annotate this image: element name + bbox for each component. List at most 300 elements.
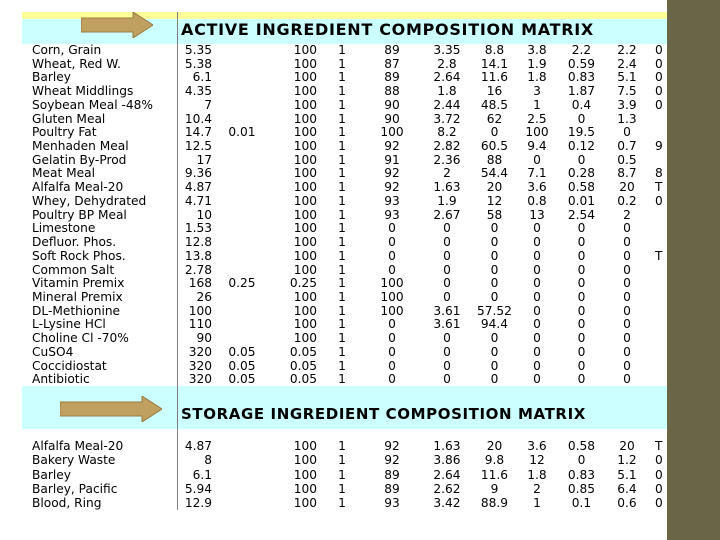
table-cell bbox=[217, 112, 267, 126]
table-cell: T bbox=[655, 439, 663, 453]
table-cell: 0 bbox=[533, 289, 541, 304]
table-cell: 5.38 bbox=[184, 56, 212, 71]
table-cell: 9 bbox=[655, 139, 663, 154]
table-cell: 1 bbox=[338, 43, 346, 57]
table-row bbox=[22, 180, 668, 194]
table-row bbox=[22, 290, 668, 304]
table-cell: 2.62 bbox=[433, 481, 461, 496]
table-cell: 0 bbox=[388, 372, 396, 387]
table-cell: 92 bbox=[384, 439, 400, 453]
table-cell: 1.63 bbox=[433, 180, 461, 195]
table-cell: 100 bbox=[293, 111, 317, 126]
table-cell: 100 bbox=[293, 152, 317, 167]
table-cell: 0 bbox=[655, 467, 663, 482]
table-cell bbox=[217, 290, 267, 304]
ingredient-name: Choline Cl -70% bbox=[32, 331, 129, 346]
table-cell: 48.5 bbox=[480, 97, 509, 112]
table-cell bbox=[217, 180, 267, 194]
table-cell: 8.7 bbox=[617, 166, 637, 181]
table-cell: 0 bbox=[533, 317, 541, 332]
table-cell: 0 bbox=[655, 56, 663, 71]
table-cell: 0 bbox=[623, 221, 631, 236]
table-cell: 0 bbox=[655, 481, 663, 496]
table-cell: 12.9 bbox=[184, 496, 212, 510]
table-cell: 13.8 bbox=[184, 248, 212, 263]
table-cell: 0 bbox=[388, 344, 396, 359]
table-cell: 90 bbox=[196, 331, 212, 346]
table-cell: 1 bbox=[338, 180, 346, 195]
table-cell: 0 bbox=[655, 97, 663, 112]
ingredient-name: Meat Meal bbox=[32, 166, 96, 181]
table-cell: T bbox=[655, 248, 663, 263]
table-cell: 3.6 bbox=[527, 439, 547, 453]
table-cell: 2.36 bbox=[433, 152, 461, 167]
table-cell: 2.44 bbox=[433, 97, 461, 112]
table-cell: 0 bbox=[533, 331, 541, 346]
table-cell: 0 bbox=[577, 221, 586, 236]
active-matrix-title: ACTIVE INGREDIENT COMPOSITION MATRIX bbox=[181, 20, 594, 39]
table-cell: 0 bbox=[577, 344, 586, 359]
table-row bbox=[22, 496, 668, 510]
table-cell: 2.4 bbox=[617, 56, 637, 71]
table-cell: 93 bbox=[384, 207, 400, 222]
table-cell bbox=[217, 496, 267, 510]
table-cell: 3.9 bbox=[617, 97, 637, 112]
table-cell: 9.36 bbox=[184, 166, 212, 181]
table-cell: 100 bbox=[293, 317, 317, 332]
ingredient-name: Coccidiostat bbox=[32, 358, 107, 373]
table-cell: 4.71 bbox=[184, 193, 212, 208]
table-cell bbox=[217, 304, 267, 318]
table-cell: 0 bbox=[443, 344, 451, 359]
table-cell: 1 bbox=[338, 56, 346, 71]
table-cell: 2.82 bbox=[433, 139, 461, 154]
table-cell: 7.5 bbox=[617, 84, 637, 99]
table-cell: 0 bbox=[533, 221, 541, 236]
table-cell: 0.1 bbox=[571, 496, 592, 510]
table-cell: 3.72 bbox=[433, 111, 461, 126]
table-cell: 0 bbox=[443, 235, 451, 250]
table-cell bbox=[217, 468, 267, 482]
table-cell: 0.05 bbox=[289, 344, 317, 359]
table-cell: 0 bbox=[655, 43, 663, 57]
table-cell: 0 bbox=[443, 221, 451, 236]
table-cell: 320 bbox=[188, 358, 212, 373]
table-cell: 168 bbox=[188, 276, 212, 291]
table-cell: 1 bbox=[338, 248, 346, 263]
table-cell: 1 bbox=[338, 166, 346, 181]
table-cell: 100 bbox=[293, 125, 317, 140]
table-cell: 89 bbox=[384, 467, 400, 482]
table-cell: 92 bbox=[384, 453, 400, 468]
table-row bbox=[22, 331, 668, 345]
table-cell: 100 bbox=[293, 289, 317, 304]
table-cell: 100 bbox=[293, 439, 317, 453]
table-cell: 1 bbox=[338, 235, 346, 250]
table-row bbox=[22, 439, 668, 453]
ingredient-name: Corn, Grain bbox=[32, 43, 102, 57]
table-cell: 100 bbox=[293, 56, 317, 71]
table-cell bbox=[217, 439, 267, 453]
table-cell: 4.35 bbox=[184, 84, 212, 99]
table-cell: 0 bbox=[577, 262, 586, 277]
table-cell bbox=[217, 249, 267, 263]
table-cell: 5.1 bbox=[617, 70, 637, 85]
table-cell: 1 bbox=[338, 125, 346, 140]
table-cell: 88 bbox=[486, 152, 503, 167]
table-cell: 2.5 bbox=[527, 111, 547, 126]
table-cell: 12 bbox=[529, 453, 545, 468]
table-cell: 58 bbox=[486, 207, 503, 222]
table-cell: 92 bbox=[384, 180, 400, 195]
table-cell: 7.1 bbox=[527, 166, 547, 181]
table-cell: 8 bbox=[204, 453, 212, 468]
table-cell: 17 bbox=[196, 152, 212, 167]
table-cell: 0 bbox=[577, 289, 586, 304]
ingredient-name: Soybean Meal -48% bbox=[32, 97, 153, 112]
table-cell: 0 bbox=[490, 125, 499, 140]
table-cell: 0 bbox=[388, 221, 396, 236]
spacer-row bbox=[22, 386, 668, 396]
table-cell: 0.4 bbox=[571, 97, 592, 112]
table-cell: 13 bbox=[529, 207, 545, 222]
table-row bbox=[22, 304, 668, 318]
table-cell: 100 bbox=[293, 221, 317, 236]
table-cell: 89 bbox=[384, 481, 400, 496]
table-cell: 1.3 bbox=[617, 111, 637, 126]
table-cell: 0 bbox=[443, 289, 451, 304]
table-cell bbox=[217, 221, 267, 235]
table-cell bbox=[217, 139, 267, 153]
table-cell: 0 bbox=[623, 289, 631, 304]
table-cell: 100 bbox=[293, 331, 317, 346]
table-cell: 1 bbox=[338, 358, 346, 373]
table-row bbox=[22, 153, 668, 167]
table-cell: 3.42 bbox=[433, 496, 461, 510]
table-cell: 100 bbox=[293, 180, 317, 195]
table-cell: 0.8 bbox=[527, 193, 547, 208]
table-row bbox=[22, 482, 668, 496]
table-cell: 100 bbox=[293, 481, 317, 496]
table-cell: 93 bbox=[384, 193, 400, 208]
table-cell: 0.25 bbox=[228, 276, 256, 291]
table-cell: 1 bbox=[338, 276, 346, 291]
table-cell: 88.9 bbox=[480, 496, 509, 510]
table-cell: 90 bbox=[384, 111, 400, 126]
table-cell: 11.6 bbox=[480, 467, 509, 482]
table-cell: 6.1 bbox=[192, 467, 212, 482]
table-cell: 100 bbox=[293, 70, 317, 85]
table-cell: 1 bbox=[338, 139, 346, 154]
table-cell: 0 bbox=[577, 331, 586, 346]
table-cell: 9.8 bbox=[484, 453, 505, 468]
table-cell: 1 bbox=[338, 152, 346, 167]
table-cell: 1 bbox=[338, 317, 346, 332]
ingredient-name: Gelatin By-Prod bbox=[32, 152, 127, 167]
ingredient-name: Barley bbox=[32, 467, 71, 482]
table-cell: 88 bbox=[384, 84, 400, 99]
table-cell: 89 bbox=[384, 70, 400, 85]
table-cell: 1.8 bbox=[527, 70, 547, 85]
table-cell: 0 bbox=[443, 331, 451, 346]
table-cell: 0 bbox=[388, 331, 396, 346]
ingredient-name: Soft Rock Phos. bbox=[32, 248, 126, 263]
table-cell bbox=[217, 166, 267, 180]
table-cell: 14.7 bbox=[184, 125, 212, 140]
table-cell: 5.35 bbox=[184, 43, 212, 57]
ingredient-name: Defluor. Phos. bbox=[32, 235, 117, 250]
table-cell: 100 bbox=[293, 262, 317, 277]
table-cell: 0 bbox=[533, 262, 541, 277]
ingredient-name: Antibiotic bbox=[32, 372, 90, 387]
ingredient-name: L-Lysine HCl bbox=[32, 317, 106, 332]
table-cell: 2.8 bbox=[437, 56, 457, 71]
table-cell: 0.58 bbox=[567, 439, 596, 453]
table-cell: 0 bbox=[577, 248, 586, 263]
table-cell: 1 bbox=[338, 481, 346, 496]
table-cell: 20 bbox=[619, 439, 635, 453]
table-cell: 2 bbox=[533, 481, 541, 496]
table-cell: 12.8 bbox=[184, 235, 212, 250]
table-cell: 16 bbox=[486, 84, 503, 99]
table-row bbox=[22, 276, 668, 290]
table-cell: 0 bbox=[533, 248, 541, 263]
table-cell: 0 bbox=[443, 248, 451, 263]
ingredient-name: Whey, Dehydrated bbox=[32, 193, 147, 208]
ingredient-name: Mineral Premix bbox=[32, 289, 123, 304]
table-cell: 1.8 bbox=[527, 467, 547, 482]
table-cell: 100 bbox=[293, 248, 317, 263]
table-cell bbox=[217, 194, 267, 208]
table-cell: 1.9 bbox=[527, 56, 547, 71]
table-cell: 0.83 bbox=[567, 467, 596, 482]
ingredient-name: Poultry Fat bbox=[32, 125, 97, 140]
table-cell: 100 bbox=[293, 496, 317, 510]
table-cell: 0 bbox=[490, 344, 499, 359]
table-cell: 0 bbox=[533, 372, 541, 387]
table-cell: 100 bbox=[380, 289, 404, 304]
table-row bbox=[22, 43, 668, 57]
table-cell: 0 bbox=[490, 248, 499, 263]
table-cell bbox=[217, 153, 267, 167]
table-cell: 7 bbox=[204, 97, 212, 112]
table-cell: 110 bbox=[188, 317, 212, 332]
table-cell: 57.52 bbox=[477, 303, 512, 318]
table-cell: 1.87 bbox=[567, 84, 596, 99]
table-cell: 100 bbox=[293, 453, 317, 468]
table-cell: 87 bbox=[384, 56, 400, 71]
table-row bbox=[22, 317, 668, 331]
table-cell: 3.35 bbox=[433, 43, 461, 57]
table-cell: 4.87 bbox=[184, 439, 212, 453]
table-cell: 0 bbox=[623, 331, 631, 346]
table-cell: 1 bbox=[338, 70, 346, 85]
table-cell: 1 bbox=[338, 496, 346, 510]
side-panel bbox=[667, 0, 720, 540]
table-cell: 0 bbox=[490, 276, 499, 291]
table-row bbox=[22, 112, 668, 126]
table-cell: 2 bbox=[623, 207, 631, 222]
table-cell: 0.05 bbox=[289, 358, 317, 373]
table-cell: 1 bbox=[338, 221, 346, 236]
table-cell: 0 bbox=[490, 372, 499, 387]
table-cell: 1 bbox=[533, 97, 541, 112]
arrow-icon bbox=[60, 396, 162, 422]
table-cell: 6.4 bbox=[617, 481, 637, 496]
ingredient-name: Blood, Ring bbox=[32, 496, 102, 510]
table-cell: 0 bbox=[577, 235, 586, 250]
table-cell: 0 bbox=[655, 84, 663, 99]
table-cell: 0 bbox=[490, 221, 499, 236]
ingredient-name: Menhaden Meal bbox=[32, 139, 129, 154]
table-row bbox=[22, 372, 668, 386]
ingredient-name: Barley, Pacific bbox=[32, 481, 118, 496]
table-cell: 0 bbox=[655, 496, 663, 510]
table-cell: 2.64 bbox=[433, 70, 461, 85]
table-cell: 3.8 bbox=[527, 43, 547, 57]
table-cell: 1 bbox=[338, 193, 346, 208]
table-cell: 0 bbox=[655, 70, 663, 85]
table-cell: 60.5 bbox=[480, 139, 509, 154]
ingredient-name: Limestone bbox=[32, 221, 96, 236]
arrow-icon bbox=[81, 12, 153, 38]
table-cell: 62 bbox=[486, 111, 503, 126]
table-cell: 20 bbox=[619, 180, 635, 195]
table-cell: 100 bbox=[293, 43, 317, 57]
table-cell: 100 bbox=[188, 303, 212, 318]
ingredient-name: DL-Methionine bbox=[32, 303, 121, 318]
table-cell: 1 bbox=[338, 262, 346, 277]
table-row bbox=[22, 139, 668, 153]
table-cell: 1 bbox=[338, 331, 346, 346]
table-cell: 9.4 bbox=[527, 139, 547, 154]
table-cell: 0 bbox=[490, 331, 499, 346]
table-cell: 320 bbox=[188, 372, 212, 387]
table-cell: 2.64 bbox=[433, 467, 461, 482]
table-cell bbox=[217, 43, 267, 57]
table-cell: 0 bbox=[388, 262, 396, 277]
table-cell: 1.53 bbox=[184, 221, 212, 236]
table-cell: 0 bbox=[388, 248, 396, 263]
table-cell: 3 bbox=[533, 84, 541, 99]
table-cell: 54.4 bbox=[480, 166, 509, 181]
table-cell: 0 bbox=[490, 235, 499, 250]
table-cell: 19.5 bbox=[567, 125, 596, 140]
table-cell: 0.7 bbox=[617, 139, 637, 154]
table-row bbox=[22, 125, 668, 139]
table-row bbox=[22, 235, 668, 249]
table-cell: 0 bbox=[533, 303, 541, 318]
table-cell: 0 bbox=[623, 303, 631, 318]
table-cell: 10.4 bbox=[184, 111, 212, 126]
table-cell: 100 bbox=[380, 276, 404, 291]
table-cell: 1 bbox=[338, 207, 346, 222]
table-cell: 100 bbox=[293, 303, 317, 318]
table-cell bbox=[217, 84, 267, 98]
ingredient-name: Vitamin Premix bbox=[32, 276, 125, 291]
table-row bbox=[22, 453, 668, 467]
table-cell bbox=[217, 208, 267, 222]
table-cell: 5.1 bbox=[617, 467, 637, 482]
table-cell: 1 bbox=[338, 467, 346, 482]
table-cell: 94.4 bbox=[480, 317, 509, 332]
ingredient-name: Poultry BP Meal bbox=[32, 207, 127, 222]
table-cell: 0 bbox=[623, 235, 631, 250]
table-cell: 12 bbox=[486, 193, 503, 208]
table-cell: 1 bbox=[338, 372, 346, 387]
table-cell: 0.83 bbox=[567, 70, 596, 85]
table-cell bbox=[217, 57, 267, 71]
table-row bbox=[22, 249, 668, 263]
table-cell bbox=[217, 317, 267, 331]
ingredient-name: Alfalfa Meal-20 bbox=[32, 439, 124, 453]
table-cell: 0 bbox=[623, 276, 631, 291]
table-cell: 8.2 bbox=[437, 125, 457, 140]
table-cell: 0 bbox=[443, 372, 451, 387]
table-cell: 100 bbox=[293, 235, 317, 250]
table-row bbox=[22, 263, 668, 277]
table-cell: 100 bbox=[380, 125, 404, 140]
table-cell: 0.2 bbox=[617, 193, 637, 208]
table-cell: 93 bbox=[384, 496, 400, 510]
table-cell: 1 bbox=[338, 344, 346, 359]
table-cell: 0 bbox=[443, 262, 451, 277]
table-cell: 1.8 bbox=[437, 84, 457, 99]
table-cell: 100 bbox=[293, 166, 317, 181]
table-row bbox=[22, 208, 668, 222]
table-cell: 1.2 bbox=[617, 453, 637, 468]
table-cell: 100 bbox=[293, 193, 317, 208]
table-row bbox=[22, 468, 668, 482]
table-cell: 0 bbox=[533, 276, 541, 291]
table-cell: 90 bbox=[384, 97, 400, 112]
table-cell: 12.5 bbox=[184, 139, 212, 154]
table-cell: 0 bbox=[533, 344, 541, 359]
table-cell: 0 bbox=[577, 152, 586, 167]
table-cell: 2.78 bbox=[184, 262, 212, 277]
storage-matrix-title: STORAGE INGREDIENT COMPOSITION MATRIX bbox=[181, 405, 586, 423]
ingredient-name: Wheat Middlings bbox=[32, 84, 134, 99]
table-row bbox=[22, 98, 668, 112]
table-cell: 0 bbox=[490, 262, 499, 277]
table-cell: 0 bbox=[623, 262, 631, 277]
table-cell: 0.01 bbox=[567, 193, 596, 208]
table-cell: 0 bbox=[533, 235, 541, 250]
table-cell: 3.86 bbox=[433, 453, 461, 468]
table-cell: 100 bbox=[293, 467, 317, 482]
table-row bbox=[22, 221, 668, 235]
table-cell: 10 bbox=[196, 207, 212, 222]
table-cell: 0 bbox=[655, 453, 663, 468]
table-cell: 0 bbox=[388, 317, 396, 332]
table-cell: 4.87 bbox=[184, 180, 212, 195]
table-cell bbox=[217, 235, 267, 249]
table-cell: 0.58 bbox=[567, 180, 596, 195]
table-cell: 1 bbox=[338, 453, 346, 468]
table-cell: 100 bbox=[293, 207, 317, 222]
table-cell: 0 bbox=[490, 358, 499, 373]
table-row bbox=[22, 84, 668, 98]
table-cell: 0.5 bbox=[617, 152, 637, 167]
table-cell: 0.12 bbox=[567, 139, 596, 154]
table-cell: 0 bbox=[577, 111, 586, 126]
table-row bbox=[22, 345, 668, 359]
table-cell: 0 bbox=[443, 358, 451, 373]
table-cell: 0.05 bbox=[228, 372, 256, 387]
table-cell: 2.2 bbox=[571, 43, 592, 57]
table-cell: 1 bbox=[338, 289, 346, 304]
table-cell: 0 bbox=[577, 303, 586, 318]
